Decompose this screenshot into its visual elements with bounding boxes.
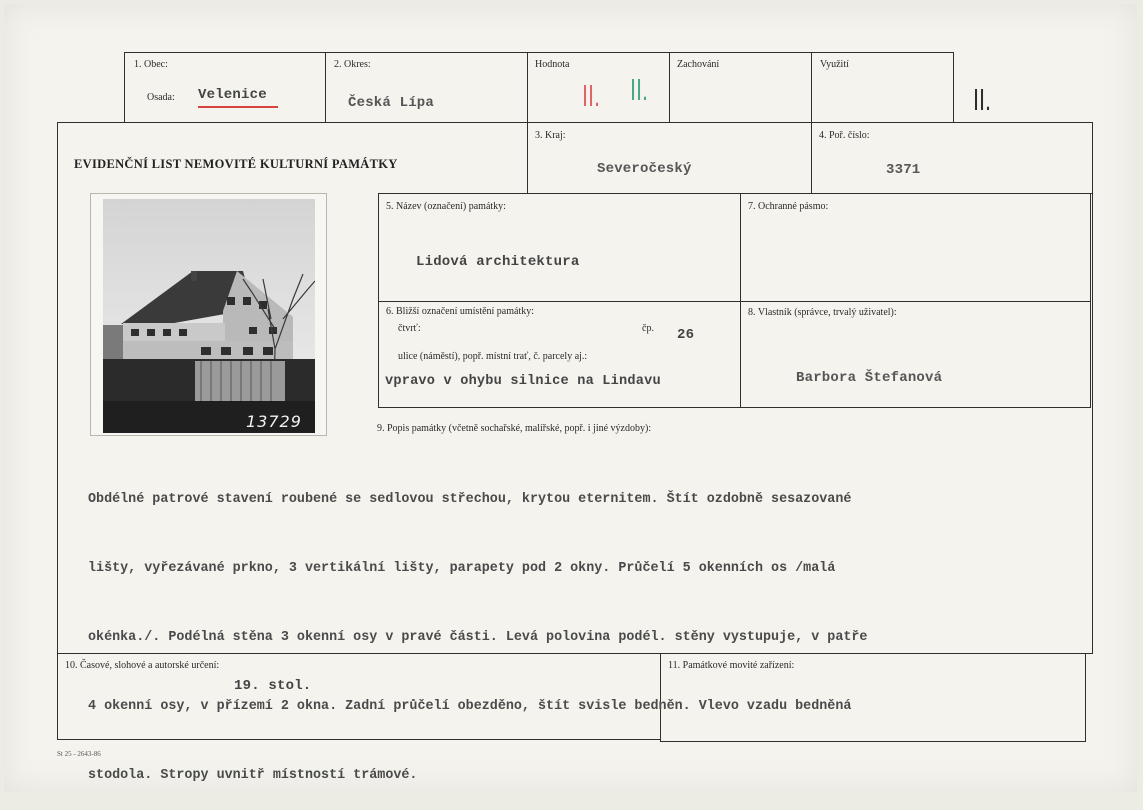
- vyuziti-label: Využití: [820, 59, 849, 70]
- obec-label: 1. Obec:: [134, 59, 168, 70]
- okres-label: 2. Okres:: [334, 59, 371, 70]
- urceni-label: 10. Časové, slohové a autorské určení:: [65, 660, 220, 671]
- ulice-label: ulice (náměstí), popř. místní trať, č. parcely aj.:: [398, 351, 588, 362]
- umisteni-label: 6. Bližší označení umístění památky:: [386, 306, 535, 317]
- popis-line: stodola. Stropy uvnitř místností trámové.: [88, 768, 418, 783]
- hodnota-mark-green: II.: [630, 72, 649, 107]
- kraj-box: [527, 122, 812, 194]
- popis-label: 9. Popis památky (včetně sochařské, malířské, popř. i jiné výzdoby):: [377, 423, 652, 434]
- cislo-label: 4. Poř. číslo:: [819, 130, 870, 141]
- house-photo: [103, 199, 315, 433]
- ulice-value: vpravo v ohybu silnice na Lindavu: [385, 374, 661, 389]
- kraj-label: 3. Kraj:: [535, 130, 566, 141]
- zarizeni-label: 11. Památkové movité zařízení:: [668, 660, 795, 671]
- nazev-value: Lidová architektura: [416, 254, 580, 270]
- photo-number: 13729: [246, 412, 302, 431]
- kraj-value: Severočeský: [597, 161, 692, 177]
- popis-line: Obdélné patrové stavení roubené se sedlovou střechou, krytou eternitem. Štít ozdobně sesazované: [88, 492, 852, 507]
- osada-underline: [198, 106, 278, 108]
- popis-line: 4 okenní osy, v přízemí 2 okna. Zadní průčelí obezděno, štít svisle bedněn. Vlevo vzadu bedněná: [88, 699, 852, 714]
- vlastnik-value: Barbora Štefanová: [796, 370, 943, 386]
- urceni-value: 19. stol.: [234, 678, 312, 694]
- popis-line: okénka./. Podélná stěna 3 okenní osy v pravé části. Levá polovina podél. stěny vystupuje, v patře: [88, 630, 868, 645]
- zachovani-label: Zachování: [677, 59, 720, 70]
- vlastnik-label: 8. Vlastník (správce, trvalý uživatel):: [748, 307, 897, 318]
- ochranne-label: 7. Ochranné pásmo:: [748, 201, 829, 212]
- cislo-value: 3371: [886, 162, 921, 178]
- form-code: St 25 - 2643-86: [57, 750, 101, 758]
- page-title: EVIDENČNÍ LIST NEMOVITÉ KULTURNÍ PAMÁTKY: [74, 157, 398, 171]
- nazev-label: 5. Název (označení) památky:: [386, 201, 506, 212]
- ctvrt-label: čtvrť:: [398, 323, 421, 334]
- osada-value: Velenice: [198, 87, 267, 103]
- hodnota-label: Hodnota: [535, 59, 570, 70]
- house-photo-image: [103, 199, 315, 433]
- osada-label: Osada:: [147, 92, 175, 103]
- cp-value: 26: [677, 327, 695, 343]
- popis-line: lišty, vyřezávané prkno, 3 vertikální lišty, parapety pod 2 okny. Průčelí 5 okenních os /malá: [88, 561, 836, 576]
- outside-mark: II.: [973, 82, 992, 117]
- cp-label: čp.: [642, 323, 654, 334]
- popis-text: [88, 442, 1068, 810]
- hodnota-mark-red: II.: [582, 78, 601, 113]
- okres-value: Česká Lípa: [348, 95, 435, 111]
